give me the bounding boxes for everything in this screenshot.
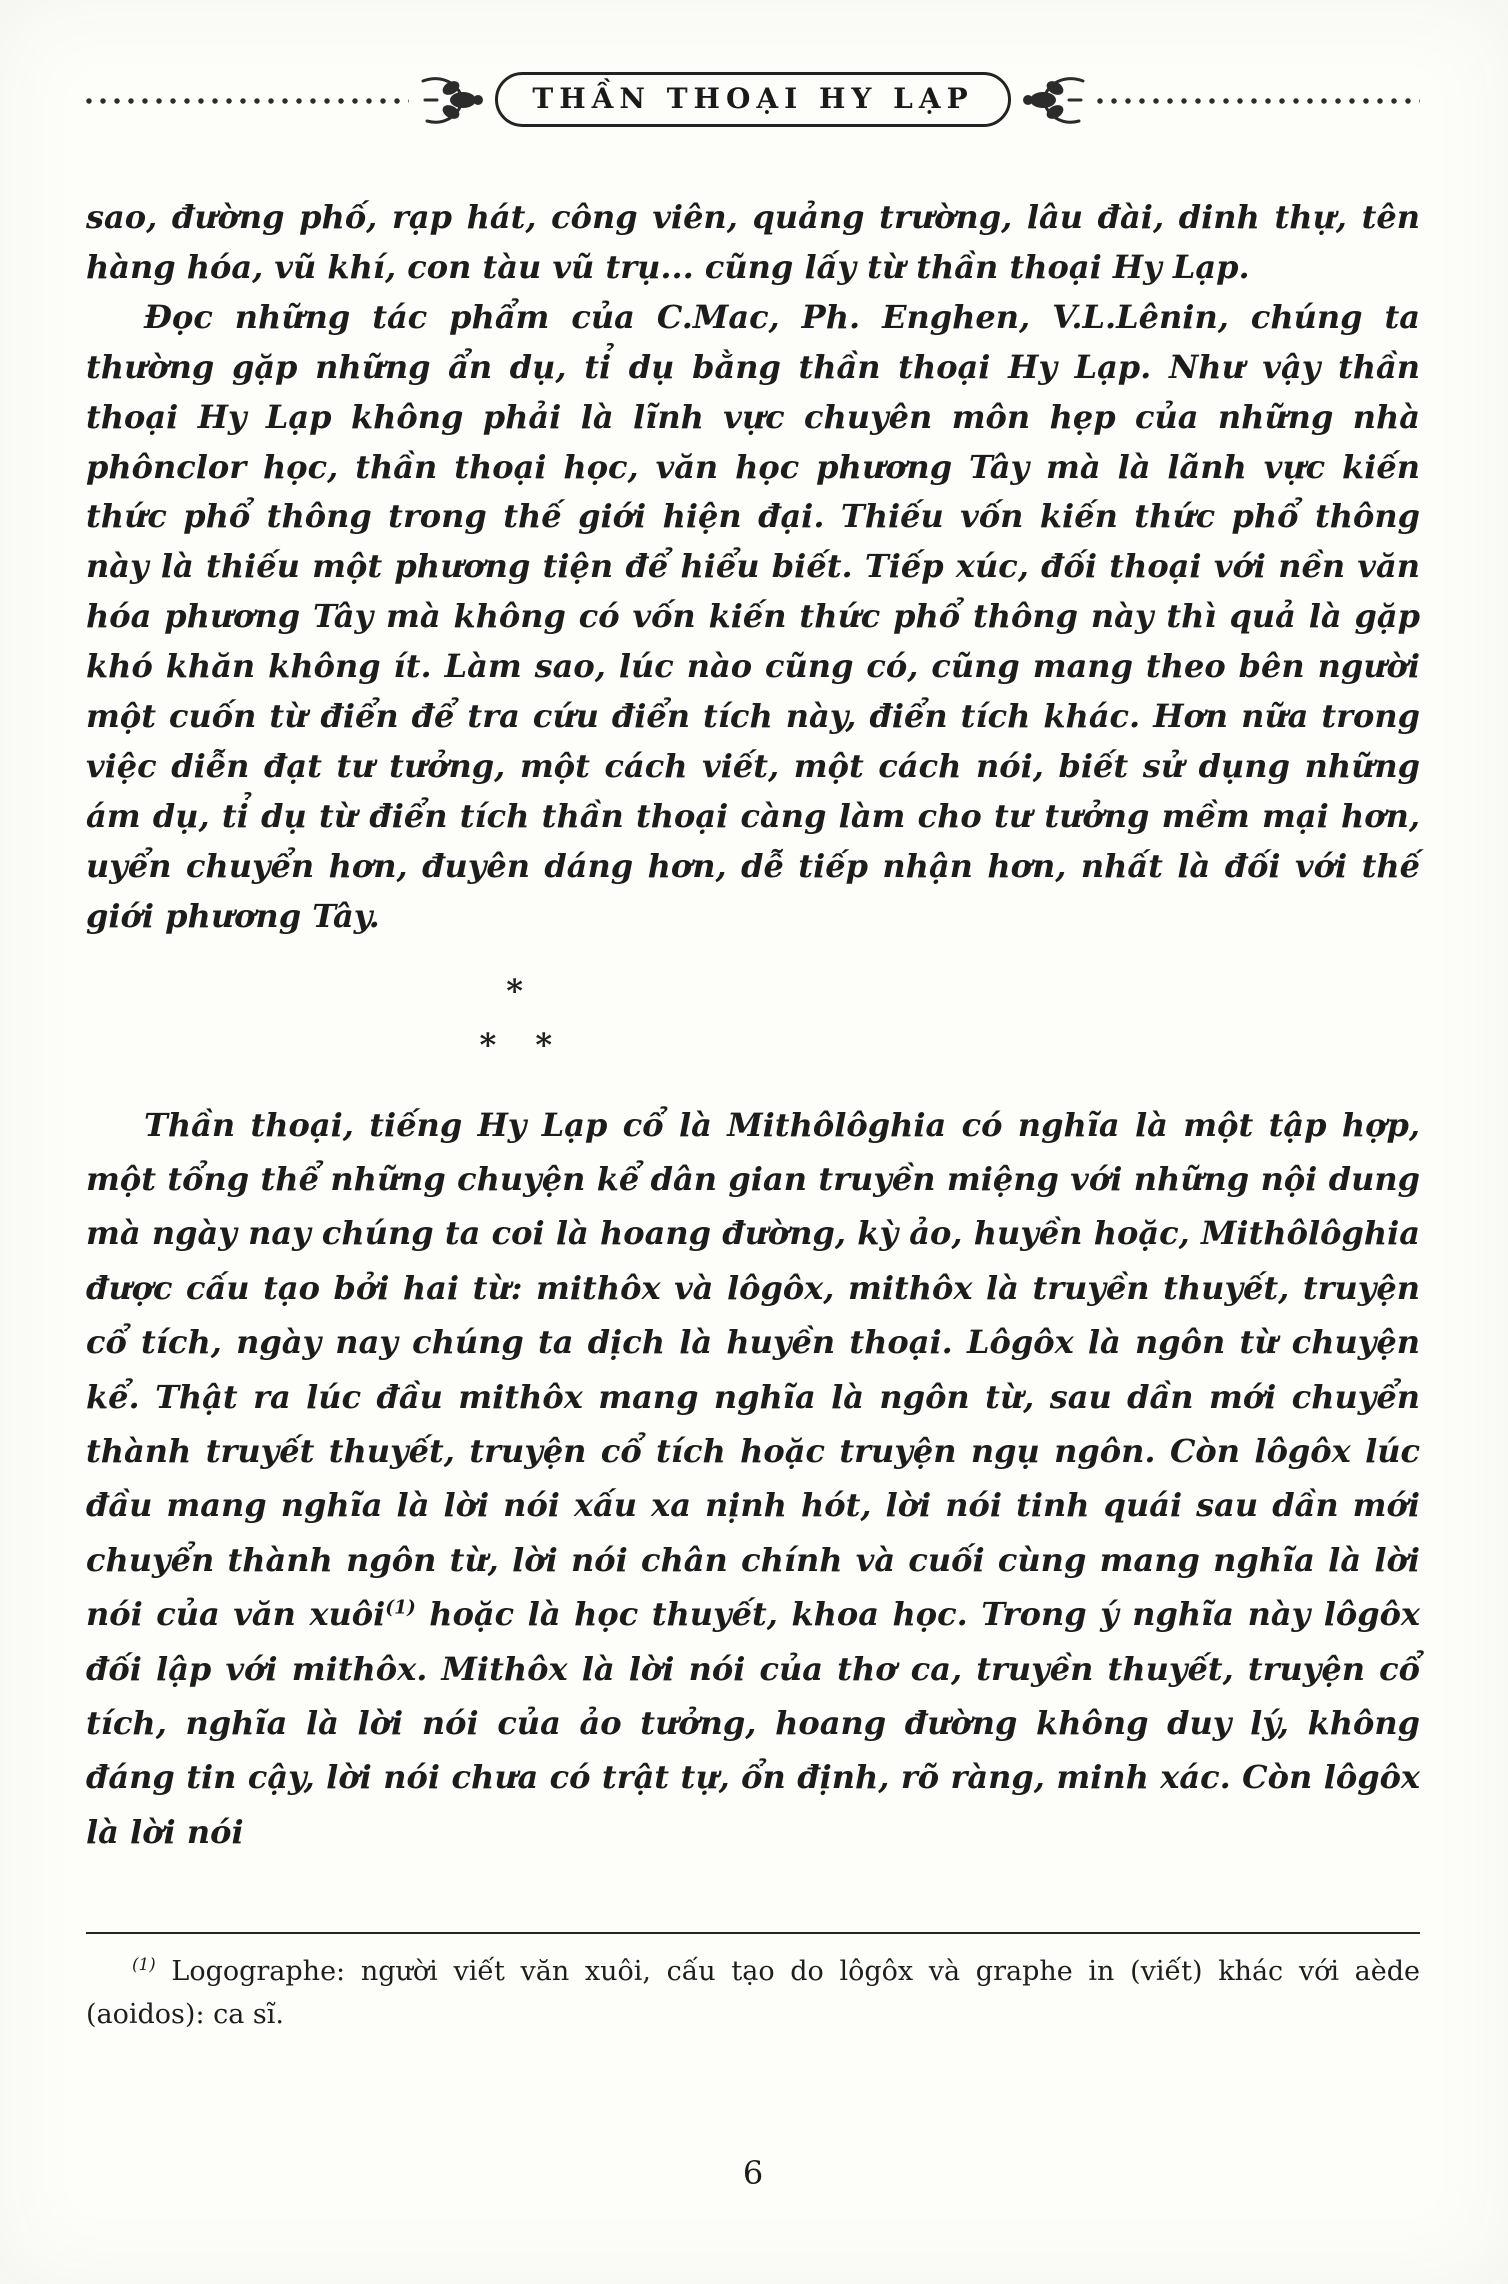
separator-star-bottom: * * (479, 1025, 567, 1064)
paragraph-text-after-marker: hoặc là học thuyết, khoa học. Trong ý nghĩa này lôgôx đối lập với mithôx. Mithôx là lời nói của thơ ca, truyền thuyết, truyện cổ tích, nghĩa là lời nói của ảo tưởng, hoang đường không duy lý, không đáng tin cậy, lời nói chưa có trật tự, ổn định, rõ ràng, minh xác. Còn lôgôx là lời nói (86, 1595, 1421, 1851)
floral-ornament-right-icon (1021, 73, 1087, 127)
page-title: THẦN THOẠI HY LẠP (495, 72, 1010, 127)
body-text (86, 193, 1420, 1859)
separator-star-top: * (506, 971, 523, 1010)
footnote (86, 1950, 1420, 2036)
page-number: 6 (742, 2154, 764, 2192)
paragraph-continuation: sao, đường phố, rạp hát, công viên, quảng trường, lâu đài, dinh thự, tên hàng hóa, vũ khí, con tàu vũ trụ... cũng lấy từ thần thoại Hy Lạp. (86, 198, 1420, 286)
footnote-divider (86, 1932, 1420, 1934)
paragraph-with-footnote (86, 1098, 1420, 1859)
header-dotted-line-right (1097, 98, 1420, 104)
paragraph-text-before-marker: Thần thoại, tiếng Hy Lạp cổ là Mithôlôghia có nghĩa là một tập hợp, một tổng thể những chuyện kể dân gian truyền miệng với những nội dung mà ngày nay chúng ta coi là hoang đường, kỳ ảo, huyền hoặc, Mithôlôghia được cấu tạo bởi hai từ: mithôx và lôgôx, mithôx là truyền thuyết, truyện cổ tích, ngày nay chúng ta dịch là huyền thoại. Lôgôx là ngôn từ chuyện kể. Thật ra lúc đầu mithôx mang nghĩa là ngôn từ, sau dần mới chuyển thành truyết thuyết, truyện cổ tích hoặc truyện ngụ ngôn. Còn lôgôx lúc đầu mang nghĩa là lời nói xấu xa nịnh hót, lời nói tinh quái sau dần mới chuyển thành ngôn từ, lời nói chân chính và cuối cùng mang nghĩa là lời nói của văn xuôi (86, 1105, 1420, 1634)
footnote-section (86, 1932, 1420, 2036)
footnote-marker: (1) (132, 1953, 156, 1974)
floral-ornament-left-icon (419, 73, 485, 127)
page-header (86, 72, 1420, 127)
footnote-marker-inline: (1) (385, 1597, 416, 1619)
section-separator (86, 972, 1420, 1064)
paragraph: Đọc những tác phẩm của C.Mac, Ph. Enghen, V.L.Lênin, chúng ta thường gặp những ẩn dụ, tỉ dụ bằng thần thoại Hy Lạp. Như vậy thần thoại Hy Lạp không phải là lĩnh vực chuyên môn hẹp của những nhà phônclor học, thần thoại học, văn học phương Tây mà là lãnh vực kiến thức phổ thông trong thế giới hiện đại. Thiếu vốn kiến thức phổ thông này là thiếu một phương tiện để hiểu biết. Tiếp xúc, đối thoại với nền văn hóa phương Tây mà không có vốn kiến thức phổ thông này thì quả là gặp khó khăn không ít. Làm sao, lúc nào cũng có, cũng mang theo bên người một cuốn từ điển để tra cứu điển tích này, điển tích khác. Hơn nữa trong việc diễn đạt tư tưởng, một cách viết, một cách nói, biết sử dụng những ám dụ, tỉ dụ từ điển tích thần thoại càng làm cho tư tưởng mềm mại hơn, uyển chuyển hơn, đuyên dáng hơn, dễ tiếp nhận hơn, nhất là đối với thế giới phương Tây. (86, 297, 1420, 935)
header-dotted-line-left (86, 98, 409, 104)
footnote-text: Logographe: người viết văn xuôi, cấu tạo do lôgôx và graphe in (viết) khác với aède (aoidos): ca sĩ. (86, 1955, 1420, 2030)
